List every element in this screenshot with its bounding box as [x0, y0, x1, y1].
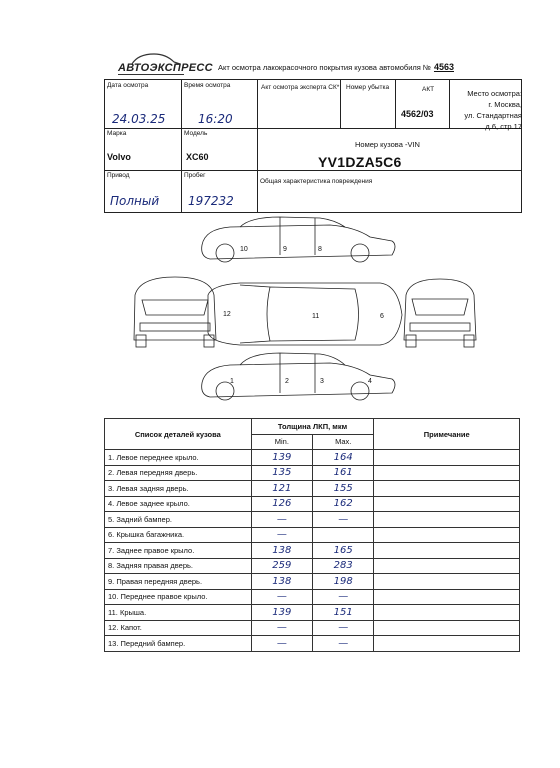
table-row [105, 496, 520, 512]
vin-value: YV1DZA5C6 [318, 154, 402, 170]
min-value-cell: 139 [251, 605, 312, 621]
part-name-cell: 10. Переднее правое крыло. [105, 589, 252, 605]
model-label: Модель [184, 130, 208, 137]
table-row [105, 512, 520, 528]
max-value-cell: 151 [313, 605, 374, 621]
note-cell [374, 481, 520, 497]
act-number: 4563 [433, 62, 454, 72]
drive-label: Привод [107, 172, 130, 179]
part-name-cell: 3. Левая задняя дверь. [105, 481, 252, 497]
part-name-cell: 5. Задний бампер. [105, 512, 252, 528]
diagram-number: 3 [320, 378, 324, 385]
akt-label: АКТ [422, 86, 435, 93]
parts-table [104, 418, 520, 652]
expert-act-label: Акт осмотра эксперта СК* [261, 84, 340, 91]
mileage-label: Пробег [184, 172, 206, 179]
min-value-cell: 259 [251, 558, 312, 574]
table-row [105, 636, 520, 652]
min-value-cell: 138 [251, 543, 312, 559]
note-cell [374, 558, 520, 574]
part-name-cell: 11. Крыша. [105, 605, 252, 621]
part-name-cell: 8. Задняя правая дверь. [105, 558, 252, 574]
brand-value: Volvo [107, 152, 131, 162]
place-line: ул. Стандартная [464, 111, 522, 120]
date-label: Дата осмотра [107, 82, 149, 89]
note-cell [374, 574, 520, 590]
part-name-cell: 7. Заднее правое крыло. [105, 543, 252, 559]
table-row [105, 558, 520, 574]
car-right-side-view [202, 217, 395, 262]
brand-label: Марка [107, 130, 127, 137]
min-value-cell: 121 [251, 481, 312, 497]
table-row [105, 465, 520, 481]
max-value-cell: 161 [313, 465, 374, 481]
diagram-number: 11 [312, 313, 320, 320]
loss-number-label: Номер убытка [346, 84, 390, 91]
min-value-cell: — [251, 636, 312, 652]
note-cell [374, 527, 520, 543]
title-text: Акт осмотра лакокрасочного покрытия кузова автомобиля № [218, 63, 431, 72]
date-value: 24.03.25 [112, 112, 166, 126]
diagram-number: 8 [318, 246, 322, 253]
table-row [105, 527, 520, 543]
col-min-header: Min. [251, 434, 312, 450]
note-cell [374, 620, 520, 636]
part-name-cell: 13. Передний бампер. [105, 636, 252, 652]
logo-underline [118, 74, 184, 75]
max-value-cell: 198 [313, 574, 374, 590]
time-label: Время осмотра [184, 82, 231, 89]
max-value-cell: — [313, 620, 374, 636]
form-col-line [395, 79, 396, 129]
min-value-cell: 138 [251, 574, 312, 590]
table-row [105, 605, 520, 621]
car-left-side-view [202, 353, 395, 400]
table-row [105, 543, 520, 559]
car-rear-view [404, 279, 476, 347]
max-value-cell: 283 [313, 558, 374, 574]
damage-label: Общая характеристика повреждения [260, 178, 373, 185]
vin-label: Номер кузова -VIN [355, 140, 420, 149]
note-cell [374, 450, 520, 466]
min-value-cell: — [251, 589, 312, 605]
form-border-bottom [104, 212, 522, 213]
table-row [105, 589, 520, 605]
diagram-number: 9 [283, 246, 287, 253]
form-row-line [104, 170, 522, 171]
note-cell [374, 605, 520, 621]
min-value-cell: — [251, 512, 312, 528]
place-line: д.6, стр.17 [485, 122, 522, 131]
col-parts-header: Список деталей кузова [105, 419, 252, 450]
max-value-cell: 162 [313, 496, 374, 512]
table-header-row [105, 419, 520, 435]
form-border-left [104, 79, 105, 213]
col-max-header: Max. [313, 434, 374, 450]
note-cell [374, 465, 520, 481]
place-line: г. Москва, [488, 100, 522, 109]
col-thickness-header: Толщина ЛКП, мкм [251, 419, 374, 435]
max-value-cell [313, 527, 374, 543]
max-value-cell: 164 [313, 450, 374, 466]
note-cell [374, 589, 520, 605]
part-name-cell: 2. Левая передняя дверь. [105, 465, 252, 481]
diagram-number: 1 [230, 378, 234, 385]
form-col-line [257, 79, 258, 213]
note-cell [374, 636, 520, 652]
part-name-cell: 12. Капот. [105, 620, 252, 636]
mileage-value: 197232 [188, 194, 234, 208]
akt-value: 4562/03 [401, 109, 434, 119]
min-value-cell: — [251, 620, 312, 636]
diagram-number: 6 [380, 313, 384, 320]
diagram-number: 4 [368, 378, 372, 385]
min-value-cell: 126 [251, 496, 312, 512]
drive-value: Полный [110, 194, 160, 208]
diagram-number: 12 [223, 311, 231, 318]
max-value-cell: 155 [313, 481, 374, 497]
place-block [444, 88, 522, 132]
min-value-cell: 139 [251, 450, 312, 466]
part-name-cell: 9. Правая передняя дверь. [105, 574, 252, 590]
form-border-top [104, 79, 522, 80]
diagram-number: 2 [285, 378, 289, 385]
table-row [105, 481, 520, 497]
form-col-line [340, 79, 341, 129]
max-value-cell: — [313, 589, 374, 605]
part-name-cell: 1. Левое переднее крыло. [105, 450, 252, 466]
model-value: XC60 [186, 152, 209, 162]
place-label: Место осмотра: [467, 89, 522, 98]
time-value: 16:20 [198, 112, 233, 126]
car-front-view [134, 277, 216, 347]
note-cell [374, 543, 520, 559]
min-value-cell: 135 [251, 465, 312, 481]
col-note-header: Примечание [374, 419, 520, 450]
car-body-diagram [130, 215, 490, 410]
diagram-number: 10 [240, 246, 248, 253]
max-value-cell: — [313, 512, 374, 528]
note-cell [374, 496, 520, 512]
table-row [105, 450, 520, 466]
part-name-cell: 6. Крышка багажника. [105, 527, 252, 543]
company-logo [118, 52, 213, 78]
part-name-cell: 4. Левое заднее крыло. [105, 496, 252, 512]
document-title [218, 62, 454, 72]
max-value-cell: — [313, 636, 374, 652]
max-value-cell: 165 [313, 543, 374, 559]
note-cell [374, 512, 520, 528]
table-row [105, 574, 520, 590]
min-value-cell: — [251, 527, 312, 543]
car-top-view [208, 283, 402, 345]
form-col-line [181, 79, 182, 213]
logo-text: АВТОЭКСПРЕСС [118, 62, 213, 74]
table-row [105, 620, 520, 636]
